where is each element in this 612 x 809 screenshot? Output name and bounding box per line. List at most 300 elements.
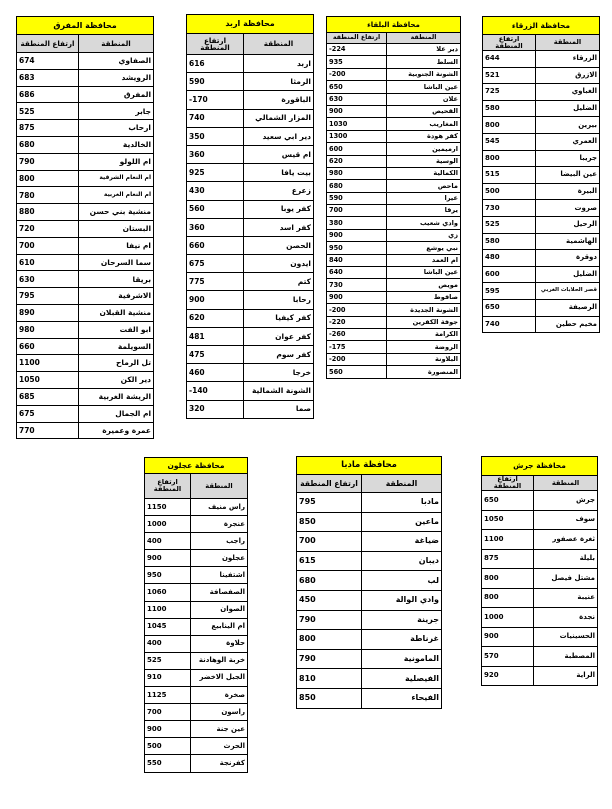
elevation-cell: 600 (483, 266, 536, 283)
elevation-cell: 800 (483, 150, 536, 167)
table-row (17, 187, 154, 204)
elevation-cell: 515 (483, 167, 536, 184)
elevation-cell: 890 (17, 304, 79, 321)
table-row (297, 571, 442, 591)
elevation-cell: 1100 (145, 601, 191, 618)
table-row (17, 254, 154, 271)
elevation-cell: 360 (187, 218, 244, 236)
elevation-cell: 500 (483, 183, 536, 200)
area-name-cell: ثغرة عصفور (534, 530, 598, 550)
table-row (327, 130, 461, 142)
elevation-cell: 1125 (145, 687, 191, 704)
table-madaba (296, 456, 442, 709)
area-name-cell: الغباوي (536, 84, 600, 101)
area-name-cell: وادي الوالة (362, 590, 442, 610)
table-row (17, 69, 154, 86)
elevation-cell: 875 (482, 549, 534, 569)
area-name-cell: عيرا (387, 192, 461, 204)
elevation-cell: 680 (17, 136, 79, 153)
elevation-cell: 610 (17, 254, 79, 271)
table-row (187, 218, 314, 236)
table-row (327, 118, 461, 130)
table-title-row (17, 17, 154, 35)
elevation-cell: 595 (483, 283, 536, 300)
column-header-elevation: ارتفاع المنطقة (187, 34, 244, 55)
table-row (327, 242, 461, 254)
area-name-cell: كفر يوبا (244, 200, 314, 218)
elevation-cell: 680 (297, 571, 362, 591)
table-row (17, 153, 154, 170)
elevation-cell: 775 (187, 273, 244, 291)
area-name-cell: كفر سوم (244, 346, 314, 364)
elevation-cell: 840 (327, 254, 387, 266)
area-name-cell: ديبان (362, 551, 442, 571)
area-name-cell: الشونة الجنوبية (387, 68, 461, 80)
elevation-cell: 910 (145, 669, 191, 686)
area-name-cell: الهاشمية (536, 233, 600, 250)
area-name-cell: دير الكن (79, 372, 154, 389)
table-row (145, 601, 248, 618)
table-row (187, 346, 314, 364)
table-row (327, 143, 461, 155)
table-row (483, 51, 600, 68)
area-name-cell: جريبا (536, 150, 600, 167)
table-row (483, 150, 600, 167)
table-row (145, 669, 248, 686)
table-row (483, 183, 600, 200)
table-row (297, 649, 442, 669)
elevation-cell: 800 (17, 170, 79, 187)
area-name-cell: الشونة الجديدة (387, 304, 461, 316)
area-name-cell: عين الباشا (387, 267, 461, 279)
table-header-row (17, 35, 154, 53)
elevation-cell: 380 (327, 217, 387, 229)
table-row (483, 117, 600, 134)
table-row (187, 73, 314, 91)
area-name-cell: السلط (387, 56, 461, 68)
table-mafraq (16, 16, 154, 439)
elevation-cell: 900 (327, 291, 387, 303)
area-name-cell: المغاريب (387, 118, 461, 130)
elevation-cell: 590 (187, 73, 244, 91)
table-row (187, 127, 314, 145)
table-row (17, 422, 154, 439)
table-row (17, 321, 154, 338)
area-name-cell: الريشة الغربية (79, 388, 154, 405)
area-name-cell: عين جنة (191, 721, 248, 738)
table-row (187, 164, 314, 182)
table-row (145, 550, 248, 567)
area-name-cell: جابر (79, 103, 154, 120)
table-row (327, 56, 461, 68)
elevation-cell: 620 (187, 309, 244, 327)
table-row (327, 167, 461, 179)
table-row (483, 133, 600, 150)
elevation-cell: 1050 (17, 372, 79, 389)
elevation-cell: 1100 (482, 530, 534, 550)
table-row (482, 569, 598, 589)
elevation-cell: 686 (17, 86, 79, 103)
area-name-cell: كفر هودة (387, 130, 461, 142)
area-name-cell: الكمالية (387, 167, 461, 179)
elevation-cell: -200 (327, 304, 387, 316)
area-name-cell: بليلة (534, 549, 598, 569)
elevation-cell: 850 (297, 512, 362, 532)
elevation-cell: 800 (482, 588, 534, 608)
elevation-cell: -224 (327, 44, 387, 56)
area-name-cell: ام اللولو (79, 153, 154, 170)
table-row (482, 491, 598, 511)
area-name-cell: الاشرفية (79, 288, 154, 305)
area-name-cell: عنجرة (191, 516, 248, 533)
elevation-cell: 481 (187, 327, 244, 345)
elevation-cell: 480 (483, 250, 536, 267)
elevation-cell: -140 (187, 382, 244, 400)
area-name-cell: كفر اسد (244, 218, 314, 236)
elevation-cell: 650 (327, 81, 387, 93)
elevation-cell: 683 (17, 69, 79, 86)
area-name-cell: الجبل الاخضر (191, 669, 248, 686)
table-title: محافظة اربد (187, 15, 314, 34)
area-name-cell: الفحيص (387, 105, 461, 117)
elevation-cell: 740 (187, 109, 244, 127)
area-name-cell: دوقرة (536, 250, 600, 267)
elevation-cell: 800 (297, 630, 362, 650)
area-name-cell: صخرة (191, 687, 248, 704)
elevation-cell: 460 (187, 364, 244, 382)
table-row (145, 584, 248, 601)
elevation-cell: 644 (483, 51, 536, 68)
table-row (327, 192, 461, 204)
elevation-cell: 700 (17, 237, 79, 254)
area-name-cell: الخالدية (79, 136, 154, 153)
column-header-area: المنطقة (244, 34, 314, 55)
elevation-cell: 800 (482, 569, 534, 589)
table-row (327, 217, 461, 229)
area-name-cell: ضياغة (362, 532, 442, 552)
table-row (482, 627, 598, 647)
area-name-cell: كفرنجة (191, 755, 248, 772)
column-header-elevation: ارتفاع المنطقة (297, 475, 362, 493)
elevation-cell: 400 (145, 533, 191, 550)
area-name-cell: بيرين (536, 117, 600, 134)
area-name-cell: راس منيف (191, 499, 248, 516)
table-row (145, 635, 248, 652)
area-name-cell: الحرث (191, 738, 248, 755)
elevation-cell: 790 (297, 649, 362, 669)
elevation-cell: 795 (17, 288, 79, 305)
area-name-cell: يرقا (387, 205, 461, 217)
elevation-cell: 360 (187, 145, 244, 163)
table-row (297, 688, 442, 708)
elevation-cell: 740 (483, 316, 536, 333)
table-row (17, 120, 154, 137)
elevation-cell: 1050 (482, 510, 534, 530)
table-row (17, 355, 154, 372)
table-row (17, 405, 154, 422)
elevation-cell: -200 (327, 68, 387, 80)
table-row (327, 254, 461, 266)
table-row (145, 704, 248, 721)
elevation-cell: 430 (187, 182, 244, 200)
table-row (17, 372, 154, 389)
table-row (327, 291, 461, 303)
elevation-cell: 650 (482, 491, 534, 511)
area-name-cell: صافوط (387, 291, 461, 303)
table-row (482, 647, 598, 667)
table-row (145, 499, 248, 516)
area-name-cell: مخيم حطين (536, 316, 600, 333)
table-title: محافظة عجلون (145, 458, 248, 474)
area-name-cell: مويص (387, 279, 461, 291)
table-row (297, 551, 442, 571)
elevation-cell: 600 (327, 143, 387, 155)
table-row (145, 687, 248, 704)
table-row (482, 588, 598, 608)
elevation-cell: 900 (327, 229, 387, 241)
table-row (482, 530, 598, 550)
table-row (17, 103, 154, 120)
area-name-cell: دير ابي سعيد (244, 127, 314, 145)
elevation-cell: 630 (17, 271, 79, 288)
elevation-cell: 800 (483, 117, 536, 134)
table-row (327, 81, 461, 93)
table-row (187, 273, 314, 291)
area-name-cell: البلاونة (387, 353, 461, 365)
elevation-cell: 1000 (482, 608, 534, 628)
elevation-cell: 780 (17, 187, 79, 204)
area-name-cell: الصفصافة (191, 584, 248, 601)
area-name-cell: البيرة (536, 183, 600, 200)
area-name-cell: الوسية (387, 155, 461, 167)
table-title: محافظة البلقاء (327, 17, 461, 33)
area-name-cell: الضليل (536, 266, 600, 283)
area-name-cell: راجب (191, 533, 248, 550)
area-name-cell: نجدة (534, 608, 598, 628)
table-row (297, 493, 442, 513)
area-name-cell: بيت يافا (244, 164, 314, 182)
elevation-cell: 640 (327, 267, 387, 279)
elevation-cell: 660 (17, 338, 79, 355)
area-name-cell: المنصورة (387, 366, 461, 378)
area-name-cell: صما (244, 400, 314, 418)
table-row (145, 755, 248, 772)
table-zarqa (482, 16, 600, 333)
area-name-cell: ام الجمال (79, 405, 154, 422)
table-row (483, 167, 600, 184)
elevation-cell: 675 (187, 255, 244, 273)
area-name-cell: نبي يوشع (387, 242, 461, 254)
elevation-cell: 616 (187, 55, 244, 73)
elevation-cell: 980 (17, 321, 79, 338)
area-name-cell: جوفة الكفرين (387, 316, 461, 328)
area-name-cell: دير علا (387, 44, 461, 56)
table-row (483, 283, 600, 300)
elevation-cell: 920 (482, 666, 534, 686)
column-header-elevation: ارتفاع المنطقة (145, 474, 191, 499)
area-name-cell: الحصن (244, 236, 314, 254)
table-row (297, 532, 442, 552)
elevation-cell: 880 (17, 204, 79, 221)
column-header-area: المنطقة (191, 474, 248, 499)
table-row (145, 567, 248, 584)
area-name-cell: سوف (534, 510, 598, 530)
elevation-cell: 525 (145, 652, 191, 669)
area-name-cell: الفيحاء (362, 688, 442, 708)
elevation-cell: 900 (145, 550, 191, 567)
area-name-cell: عمرة وعميرة (79, 422, 154, 439)
elevation-cell: 525 (17, 103, 79, 120)
area-name-cell: الازرق (536, 67, 600, 84)
table-row (187, 200, 314, 218)
elevation-cell: 560 (187, 200, 244, 218)
area-name-cell: ام نيفا (79, 237, 154, 254)
table-row (327, 279, 461, 291)
elevation-cell: 450 (297, 590, 362, 610)
elevation-cell: 320 (187, 400, 244, 418)
table-row (187, 182, 314, 200)
elevation-cell: 1045 (145, 618, 191, 635)
elevation-cell: 550 (145, 755, 191, 772)
area-name-cell: اشتفينا (191, 567, 248, 584)
table-header-row (482, 476, 598, 491)
area-name-cell: ماحص (387, 180, 461, 192)
table-row (327, 205, 461, 217)
elevation-cell: 660 (187, 236, 244, 254)
elevation-cell: 850 (297, 688, 362, 708)
elevation-cell: 950 (327, 242, 387, 254)
table-row (483, 67, 600, 84)
area-name-cell: السويلمة (79, 338, 154, 355)
area-name-cell: وادي شعيب (387, 217, 461, 229)
table-row (17, 288, 154, 305)
elevation-cell: 925 (187, 164, 244, 182)
table-ajloun (144, 457, 248, 773)
area-name-cell: البستان (79, 220, 154, 237)
table-row (145, 652, 248, 669)
table-header-row (187, 34, 314, 55)
area-name-cell: الرمثا (244, 73, 314, 91)
elevation-cell: -170 (187, 91, 244, 109)
table-row (482, 666, 598, 686)
elevation-cell: 525 (483, 216, 536, 233)
elevation-cell: 650 (483, 299, 536, 316)
table-row (483, 266, 600, 283)
elevation-cell: 700 (297, 532, 362, 552)
area-name-cell: ايدون (244, 255, 314, 273)
table-row (17, 170, 154, 187)
area-name-cell: كفر عوان (244, 327, 314, 345)
area-name-cell: تل الرماح (79, 355, 154, 372)
table-row (482, 549, 598, 569)
elevation-cell: -200 (327, 353, 387, 365)
table-row (145, 618, 248, 635)
elevation-cell: -220 (327, 316, 387, 328)
table-row (187, 255, 314, 273)
area-name-cell: منشية بني حسن (79, 204, 154, 221)
elevation-cell: 400 (145, 635, 191, 652)
table-irbid (186, 14, 314, 419)
elevation-cell: 674 (17, 53, 79, 70)
elevation-cell: 1300 (327, 130, 387, 142)
table-row (327, 328, 461, 340)
area-name-cell: خرجا (244, 364, 314, 382)
table-row (187, 109, 314, 127)
table-title: محافظة المفرق (17, 17, 154, 35)
area-name-cell: الرحيل (536, 216, 600, 233)
elevation-cell: 725 (483, 84, 536, 101)
area-name-cell: عجلون (191, 550, 248, 567)
elevation-cell: 720 (17, 220, 79, 237)
table-row (297, 610, 442, 630)
table-title-row (297, 457, 442, 475)
area-name-cell: سما السرحان (79, 254, 154, 271)
table-row (145, 533, 248, 550)
area-name-cell: ام الينابيع (191, 618, 248, 635)
table-row (187, 55, 314, 73)
table-jerash (481, 456, 598, 686)
table-row (17, 86, 154, 103)
table-row (17, 136, 154, 153)
table-row (297, 512, 442, 532)
elevation-cell: 680 (327, 180, 387, 192)
elevation-cell: 795 (297, 493, 362, 513)
table-title-row (145, 458, 248, 474)
elevation-cell: 615 (297, 551, 362, 571)
elevation-cell: 675 (17, 405, 79, 422)
area-name-cell: ام قيس (244, 145, 314, 163)
area-name-cell: بريقا (79, 271, 154, 288)
area-name-cell: الراية (534, 666, 598, 686)
elevation-cell: 475 (187, 346, 244, 364)
elevation-cell: 730 (483, 200, 536, 217)
area-name-cell: ام العمد (387, 254, 461, 266)
column-header-area: المنطقة (362, 475, 442, 493)
elevation-cell: 590 (327, 192, 387, 204)
area-name-cell: جرش (534, 491, 598, 511)
elevation-cell: 770 (17, 422, 79, 439)
elevation-cell: 790 (17, 153, 79, 170)
table-title-row (483, 17, 600, 35)
elevation-cell: 1150 (145, 499, 191, 516)
column-header-elevation: ارتفاع المنطقة (483, 35, 536, 51)
area-name-cell: الرويشد (79, 69, 154, 86)
table-row (483, 233, 600, 250)
elevation-cell: 580 (483, 100, 536, 117)
area-name-cell: العمري (536, 133, 600, 150)
table-title: محافظة جرش (482, 457, 598, 476)
area-name-cell: ماعين (362, 512, 442, 532)
elevation-cell: 1100 (17, 355, 79, 372)
elevation-cell: 700 (327, 205, 387, 217)
area-name-cell: الكرامة (387, 328, 461, 340)
table-row (145, 516, 248, 533)
elevation-cell: 685 (17, 388, 79, 405)
area-name-cell: زي (387, 229, 461, 241)
table-row (327, 353, 461, 365)
area-name-cell: لب (362, 571, 442, 591)
elevation-cell: 545 (483, 133, 536, 150)
area-name-cell: الروضة (387, 341, 461, 353)
area-name-cell: المصطبة (534, 647, 598, 667)
elevation-cell: 580 (483, 233, 536, 250)
elevation-cell: 900 (145, 721, 191, 738)
table-row (187, 364, 314, 382)
elevation-cell: 900 (482, 627, 534, 647)
area-name-cell: راسون (191, 704, 248, 721)
table-row (483, 250, 600, 267)
table-row (327, 304, 461, 316)
